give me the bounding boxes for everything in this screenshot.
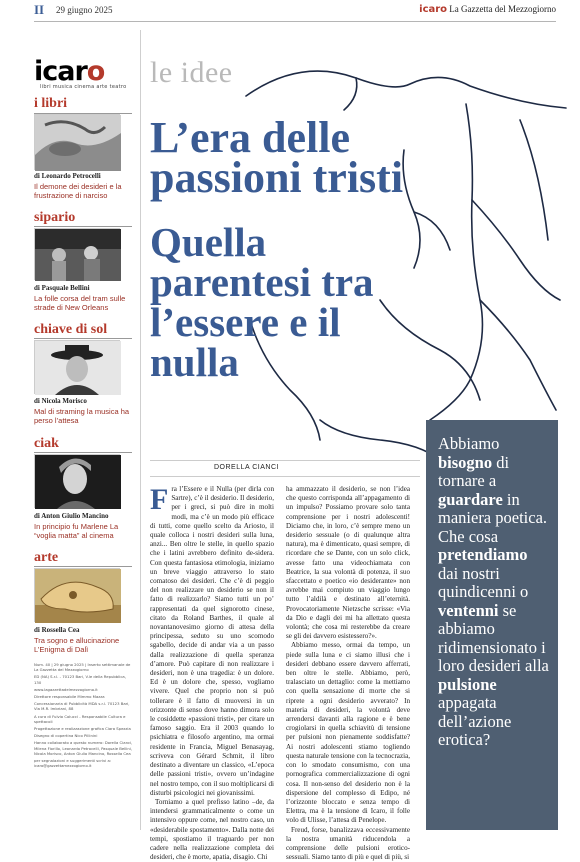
pull-quote-text: in maniera poetica. Che cosa — [438, 489, 548, 546]
section-heading-ciak: ciak — [34, 436, 59, 451]
credit-line: Num. 40 | 29 giugno 2025 | Inserto settimanale de La Gazzetta del Mezzogiorno — [34, 662, 131, 673]
page-number: II — [34, 2, 45, 17]
byline-sipario: di Pasquale Bellini — [34, 284, 90, 292]
paragraph: Torniamo a quel prefisso latino –de, da intendersi grammaticalmente o come un intensivo oppure come, nel nostro caso, un «desiderabile spostamento». Dalla notte dei tempi, spostiamo il traguardo per non cadere nella realizzazione completa dei desideri, che è morte, apatia, disagio. Chi — [150, 797, 274, 862]
pull-quote-text: dai nostri quindicenni o — [438, 563, 529, 601]
paragraph: Abbiamo messo, ormai da tempo, un piede sulla luna e ci siamo illusi che i desideri debbano essere davvero afferrati, ben oltre le stelle. Abbiamo, però, tralasciato un dettaglio: come la mettiamo con quella sensazione di morte che si riprete a ogni desiderio avverato? In materia di desideri, la volontà deve arrendersi davanti alla ragione e è bene crogiolarsi in quella schiavitù di tensione per pulsioni non pienamente soddisfatte? Ai nostri adolescenti stiamo togliendo questa naturale tensione con la tecnocrazia, con lo smodato consumismo, con una pornografica commercializzazione di ogni cosa. Il non-senso del desiderio non è la dispersione del complesso di Edipo, né l’orizzonte bloccato e senza tempo di Elettra, ma è la tensione di Icaro, il folle volo di Ulisse, l’attesa di Penelope. — [286, 641, 410, 825]
byline-libri: di Leonardo Petrocelli — [34, 172, 101, 180]
article-column-1 — [150, 485, 274, 862]
paragraph: Freud, forse, banalizzava eccessivamente la nostra umanità riducendola a comprensione delle pulsioni erotico-sessuali. Siamo tanto di più e quel di più, si — [286, 825, 410, 862]
pull-quote-emphasis: pulsione — [438, 674, 497, 694]
drop-cap: F — [150, 483, 169, 516]
credit-line[interactable]: www.lagazzettadelmezzogiorno.it — [34, 686, 98, 692]
pull-quote-emphasis: pretendiamo — [438, 545, 528, 564]
icaro-logo: icaro — [34, 56, 105, 87]
blurb-ciak[interactable]: In principio fu Marlene La “voglia matta” al cinema — [34, 522, 119, 540]
section-heading-chiave-di-sol: chiave di sol — [34, 322, 108, 337]
newspaper-name: La Gazzetta del Mezzogiorno — [449, 4, 556, 14]
subheadline: Quella parentesi tra l’essere e il nulla — [150, 219, 374, 385]
paragraph: ra l’Essere e il Nulla (per dirla con Sartre), c’è il desiderio. Il desiderio, per i greci, si può dire in molti modi, ma c’è un modo più efficace di tutti, come quello scelto da Ariosto, il quale colloca i nostri desideri sulla luna, anzi... Ben oltre le stelle, in quello spazio che i latini avrebbero definito de-sidera. Con questa fantasiosa etimologia, iniziamo un breve viaggio attraverso lo stato comatoso dei desideri. Che c’è di peggio del non realizzare un desiderio se non il fatto di realizzarlo? Siamo tutti un po’ rappresentati da quel signorotto cinese, citato da Roland Barthes, il quale al novantanovesimo giorno di attesa della principessa, seduto su uno scomodo sgabello, decide di andar via a un passo dalla realizzazione di quella speranza d’amore. Può capitare di non realizzare i desideri, non è una tragedia: è un dolore. Ed è un dolore che, spesso, vogliamo vivere. Quel che proprio non si può tollerare è il fatto di muoversi in un orizzonte di senso dove hanno dimora solo le cosiddette «passioni tristi», per citare un famoso saggio. Era il 2003 quando lo psichiatra e filosofo argentino, ma ormai residente in Francia, Miguel Benasayag, scriveva con Gérard Schmit, il libro destinato a diventare un classico, «L’epoca delle passioni tristi», ovvero un’indagine nel nostro tempo, con il suo moltiplicarsi di disturbi psicologici nei giovanissimi. — [150, 485, 274, 797]
byline-ciak: di Anton Giulio Mancino — [34, 512, 109, 520]
headline: L’era delle passioni tristi — [150, 113, 404, 202]
credit-line: Progettazione e realizzazione grafica Ciara Spezzia — [34, 726, 131, 732]
author-rule-top — [150, 460, 420, 461]
credit-line[interactable]: per segnalazioni e suggerimenti scrivi a: icaro@gazzettamezzogiorno.it — [34, 758, 112, 769]
blurb-sipario[interactable]: La folle corsa del tram sulle strade di New Orleans — [34, 294, 126, 312]
pull-quote-text: appagata dell’azione erotica? — [438, 693, 512, 749]
logo-tagline: libri musica cinema arte teatro — [40, 84, 127, 90]
section-heading-arte: arte — [34, 550, 59, 565]
issue-date: 29 giugno 2025 — [56, 5, 113, 15]
credit-line: Direttore responsabile Mimmo Mazza — [34, 694, 105, 700]
pull-quote-text: Abbiamo — [438, 434, 500, 453]
pull-quote-emphasis: ventenni — [438, 600, 499, 620]
pull-quote-emphasis: guardare — [438, 489, 503, 509]
blurb-chiave-di-sol[interactable]: Mal di straming la musica ha perso l’attesa — [34, 407, 130, 425]
credit-line: Disegno di copertina Nico Pillinini — [34, 733, 98, 739]
author-rule-bottom — [150, 476, 420, 477]
running-brand: icaro — [419, 4, 448, 15]
section-heading-libri: i libri — [34, 96, 68, 111]
pull-quote-text: se abbiamo ridimensionato i loro desideri alla — [438, 600, 549, 675]
credit-line: Concessionaria di Pubblicità MDA s.r.l. 70123 Bari, Via M.R. Imbriani, 88 — [34, 701, 130, 712]
pull-quote — [426, 420, 558, 830]
paragraph: ha ammazzato il desiderio, se non l’idea che questo corrisponda all’appagamento di un impulso? Possiamo provare solo tanta comprensione per i nostri adolescenti! Diciamo che, in loro, c’è sempre meno un desiderio sessuale (o di qualunque altra natura), ma è dimenticato, quasi sempre, di ricordare che se Dante, con un solo click, avesse fatto una videochiamata con Beatrice, la sua volontà di potenza, il suo sfaccettato e poetico «io desiderante» non avrebbe mai compiuto un viaggio lungo tutto l’aldilà e destinato all’eternità. Provocatoriamente Nietzsche scrisse: «Via da Dio e dagli dei mi ha allettato questa volontà; che cosa mi resterebbe da creare se gli dei davvero esistessero?». — [286, 485, 410, 641]
article-column-2 — [286, 485, 410, 862]
byline-chiave-di-sol: di Nicola Morisco — [34, 397, 87, 405]
blurb-arte[interactable]: Tra sogno e allucinazione L’Enigma di Dalì — [34, 636, 120, 654]
article-author: DORELLA CIANCI — [214, 464, 279, 471]
blurb-libri[interactable]: Il demone dei desideri e la frustrazione di narciso — [34, 182, 122, 200]
credit-line: Hanno collaborato a questo numero: Dorella Cianci, Milena Fiorillo, Leonardo Petrocelli, Pasquale Bellini, Nicola Morisco, Anton Giulio Mancino, Rossella Cea — [34, 740, 133, 756]
credit-line: A cura di Fulvio Colucci - Responsabile Cultura e spettacoli — [34, 713, 126, 724]
byline-arte: di Rossella Cea — [34, 626, 80, 634]
credit-line: ED (NA) S.r.l. - 70123 Bari, V.le della Repubblica, 130 — [34, 674, 126, 685]
section-heading-sipario: sipario — [34, 210, 76, 225]
pull-quote-text: di tornare a — [438, 452, 510, 490]
section-label: le idee — [150, 56, 233, 89]
pull-quote-emphasis: bisogno — [438, 452, 493, 472]
